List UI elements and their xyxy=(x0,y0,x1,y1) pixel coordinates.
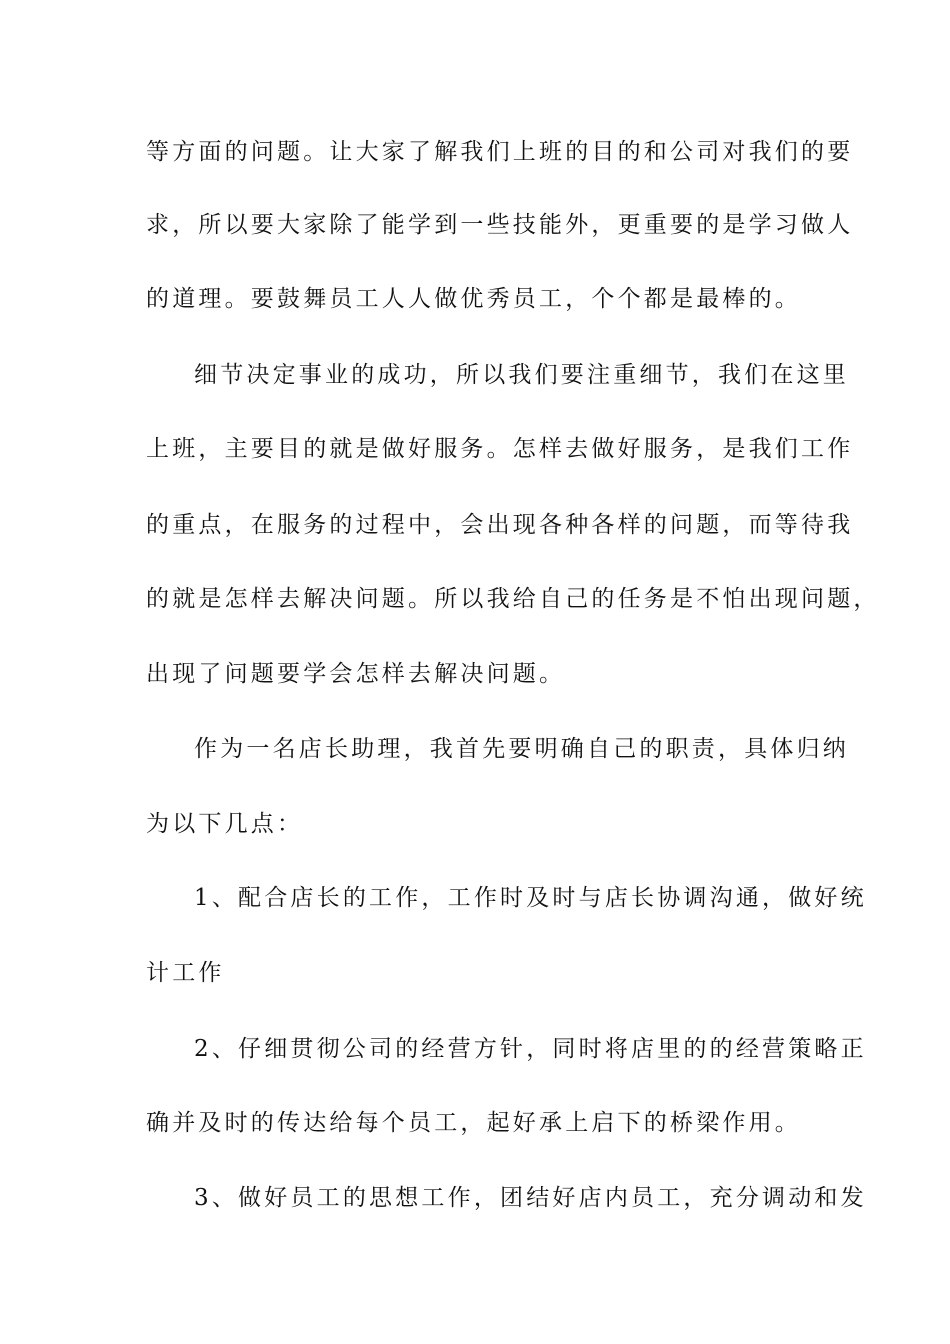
text-line: 的重点，在服务的过程中，会出现各种各样的问题，而等待我 xyxy=(146,512,854,538)
list-item-1: 1、配合店长的工作，工作时及时与店长协调沟通，做好统 xyxy=(194,885,867,911)
text-line: 确并及时的传达给每个员工，起好承上启下的桥梁作用。 xyxy=(146,1110,801,1136)
paragraph-first-line: 作为一名店长助理，我首先要明确自己的职责，具体归纳 xyxy=(194,736,849,762)
text-line: 等方面的问题。让大家了解我们上班的目的和公司对我们的要 xyxy=(146,139,854,165)
list-item-2: 2、仔细贯彻公司的经营方针，同时将店里的的经营策略正 xyxy=(194,1036,867,1062)
text-line: 上班，主要目的就是做好服务。怎样去做好服务，是我们工作 xyxy=(146,436,854,462)
text-line: 求，所以要大家除了能学到一些技能外，更重要的是学习做人 xyxy=(146,212,854,238)
text-line: 计工作 xyxy=(146,960,225,986)
list-item-3: 3、做好员工的思想工作，团结好店内员工，充分调动和发 xyxy=(194,1185,867,1211)
text-line: 出现了问题要学会怎样去解决问题。 xyxy=(146,661,566,687)
text-line: 的道理。要鼓舞员工人人做优秀员工，个个都是最棒的。 xyxy=(146,286,801,312)
paragraph-first-line: 细节决定事业的成功，所以我们要注重细节，我们在这里 xyxy=(194,362,849,388)
text-line: 的就是怎样去解决问题。所以我给自己的任务是不怕出现问题， xyxy=(146,586,880,612)
text-line: 为以下几点： xyxy=(146,811,304,837)
